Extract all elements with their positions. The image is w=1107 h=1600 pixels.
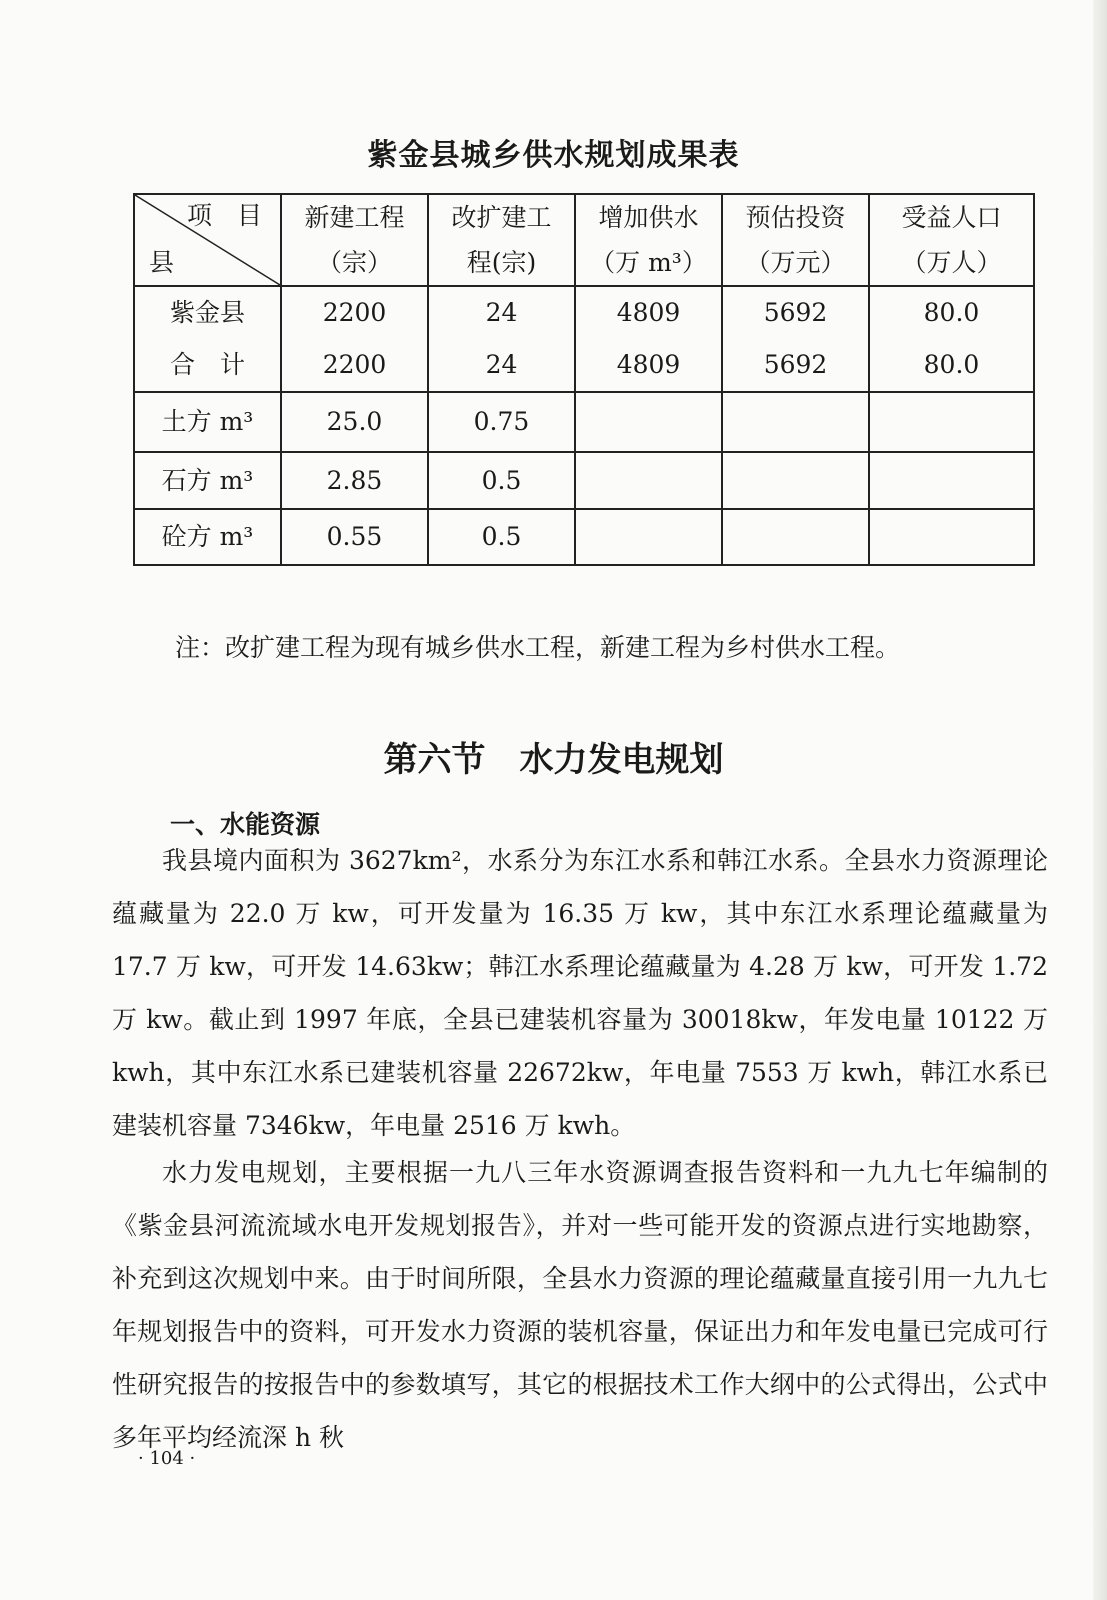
cell-value: 80.0: [923, 298, 980, 327]
cell-value: [723, 396, 868, 448]
cell-value: 0.5: [481, 465, 522, 495]
cell-value: 2200: [322, 350, 387, 379]
table-cell: [722, 286, 869, 392]
cell-value: 5692: [763, 350, 828, 379]
row-label: 合 计: [169, 350, 245, 379]
table-cell: [428, 286, 575, 392]
cell-value: 2.85: [326, 465, 383, 495]
cell-value: [576, 511, 721, 563]
row-label: 土方 m³: [161, 407, 254, 436]
cell-value: [870, 511, 1033, 563]
table-title: 紫金县城乡供水规划成果表: [367, 138, 740, 173]
cell-value: 4809: [616, 350, 681, 379]
row-label: 石方 m³: [161, 465, 254, 495]
table-cell: [869, 392, 1034, 452]
cell-value: 0.5: [481, 522, 522, 551]
paragraph-planning-basis: 水力发电规划，主要根据一九八三年水资源调查报告资料和一九九七年编制的《紫金县河流流域水电开发规划报告》，并对一些可能开发的资源点进行实地勘察，补充到这次规划中来。由于时间所限，全县水力资源的理论蕴藏量直接引用一九九七年规划报告中的资料，可开发水力资源的装机容量，保证出力和年发电量已完成可行性研究报告的按报告中的参数填写，其它的根据技术工作大纲中的公式得出，公式中多年平均经流深 h 秋: [112, 1158, 1048, 1452]
table-cell: [428, 452, 575, 509]
corner-header-cell: [134, 194, 281, 286]
table-row: [134, 509, 1034, 565]
table-cell: [869, 452, 1034, 509]
header-added-supply: 增加供水 （万 m³）: [575, 194, 722, 286]
cell-value: 4809: [616, 298, 681, 327]
cell-value: 0.75: [473, 407, 530, 436]
page-edge: [1093, 0, 1107, 1600]
table-header-row: [134, 194, 1034, 286]
cell-value: 0.55: [326, 522, 383, 551]
cell-value: 80.0: [923, 350, 980, 379]
cell-value: [870, 455, 1033, 507]
table-note: 注：改扩建工程为现有城乡供水工程，新建工程为乡村供水工程。: [175, 633, 901, 662]
table-cell: [281, 286, 428, 392]
table-cell: [722, 452, 869, 509]
table-cell: [575, 452, 722, 509]
cell-value: [723, 511, 868, 563]
table-cell: [575, 392, 722, 452]
header-new-projects: 新建工程 （宗）: [281, 194, 428, 286]
header-beneficiaries: 受益人口 （万人）: [869, 194, 1034, 286]
table-cell: [575, 509, 722, 565]
corner-header-county: 县: [149, 248, 175, 277]
cell-value: 2200: [322, 298, 387, 327]
cell-value: 24: [485, 298, 518, 327]
row-label: 砼方 m³: [161, 522, 254, 551]
table-cell: [575, 286, 722, 392]
cell-value: [723, 455, 868, 507]
cell-value: 24: [485, 350, 518, 379]
table-cell: [722, 509, 869, 565]
table-row: [134, 286, 1034, 392]
table-cell: [722, 392, 869, 452]
corner-header-item: 项 目: [186, 201, 262, 230]
subheading: 一、水能资源: [170, 810, 321, 839]
row-label-cell: [134, 452, 281, 509]
table-cell: [281, 392, 428, 452]
table-cell: [869, 286, 1034, 392]
table-cell: [281, 452, 428, 509]
cell-value: [870, 396, 1033, 448]
section-title: 第六节 水力发电规划: [383, 740, 724, 780]
table-cell: [869, 509, 1034, 565]
row-label-cell: [134, 286, 281, 392]
cell-value: [576, 396, 721, 448]
supply-plan-table: [133, 193, 1035, 566]
row-label-cell: [134, 509, 281, 565]
paragraph-hydro-resources: 我县境内面积为 3627km²，水系分为东江水系和韩江水系。全县水力资源理论蕴藏量为 22.0 万 kw，可开发量为 16.35 万 kw，其中东江水系理论蕴藏量为 17.7 万 kw，可开发 14.63kw；韩江水系理论蕴藏量为 4.28 万 kw，可开发 1.72 万 kw。截止到 1997 年底，全县已建装机容量为 30018kw，年发电量 10122 万 kwh，其中东江水系已建装机容量 22672kw，年电量 7553 万 kwh，韩江水系已建装机容量 7346kw，年电量 2516 万 kwh。: [112, 846, 1048, 1140]
row-label-cell: [134, 392, 281, 452]
row-label: 紫金县: [169, 298, 245, 327]
header-estimated-investment: 预估投资 （万元）: [722, 194, 869, 286]
cell-value: [576, 455, 721, 507]
table-cell: [281, 509, 428, 565]
page-number: · 104 ·: [138, 1448, 196, 1469]
cell-value: 25.0: [326, 407, 383, 436]
header-expansion-projects: 改扩建工 程(宗): [428, 194, 575, 286]
table-cell: [428, 392, 575, 452]
cell-value: 5692: [763, 298, 828, 327]
table-cell: [428, 509, 575, 565]
table-row: [134, 392, 1034, 452]
table-row: [134, 452, 1034, 509]
